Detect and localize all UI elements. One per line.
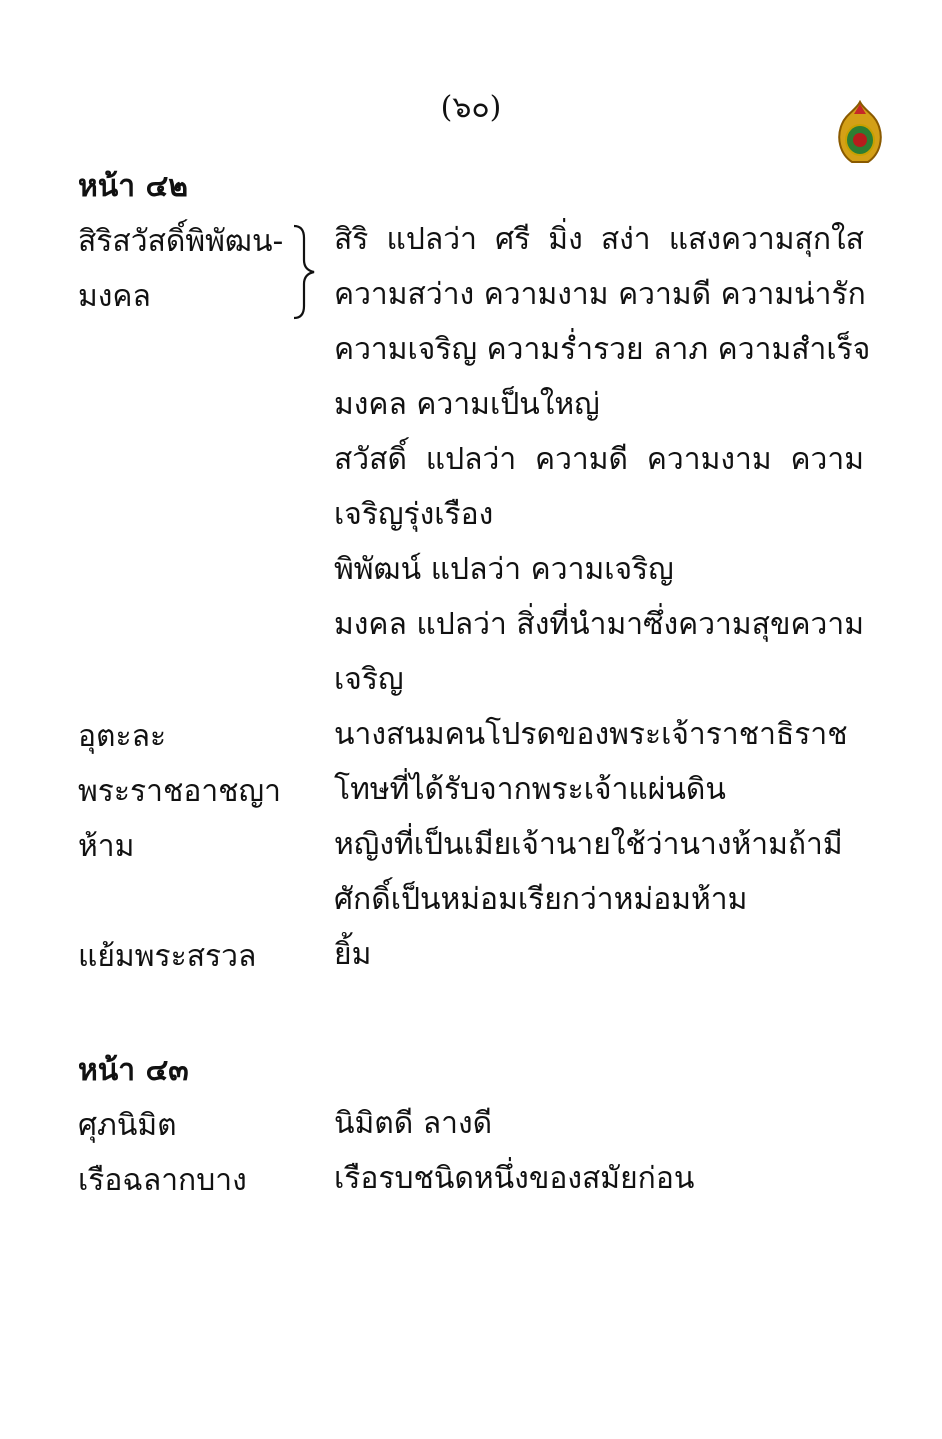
term: พระราชอาชญา [78, 774, 281, 809]
page-number: (๖๐) [440, 90, 502, 125]
term: มงคล [78, 279, 151, 314]
term: อุตะละ [78, 719, 167, 754]
term: สิริสวัสดิ์พิพัฒน- [78, 224, 284, 259]
definition-line: ศักดิ์เป็นหม่อมเรียกว่าหม่อมห้าม [334, 882, 748, 917]
definition-line: ความสว่าง ความงาม ความดี ความน่ารัก [334, 277, 866, 312]
definition-line: เรือรบชนิดหนึ่งของสมัยก่อน [334, 1161, 695, 1196]
definition-line: มงคล ความเป็นใหญ่ [334, 387, 600, 422]
section-heading: หน้า ๔๒ [78, 169, 189, 204]
definition-line: พิพัฒน์ แปลว่า ความเจริญ [334, 552, 674, 587]
section-heading: หน้า ๔๓ [78, 1053, 189, 1088]
definition-line: สิริ แปลว่า ศรี มิ่ง สง่า แสงความสุกใส [334, 222, 864, 257]
definition-line: โทษที่ได้รับจากพระเจ้าแผ่นดิน [334, 772, 726, 807]
definition-line: ความเจริญ ความร่ำรวย ลาภ ความสำเร็จ [334, 332, 871, 367]
definition-line: ยิ้ม [334, 937, 372, 972]
curly-brace-icon [290, 222, 320, 322]
definition-line: สวัสดิ์ แปลว่า ความดี ความงาม ความ [334, 442, 864, 477]
definition-line: นิมิตดี ลางดี [334, 1106, 493, 1141]
definition-line: เจริญรุ่งเรือง [334, 497, 494, 532]
definition-line: เจริญ [334, 662, 404, 697]
term: แย้มพระสรวล [78, 939, 257, 974]
definition-line: มงคล แปลว่า สิ่งที่นำมาซึ่งความสุขความ [334, 607, 865, 642]
term: ศุภนิมิต [78, 1108, 177, 1143]
term: ห้าม [78, 829, 135, 864]
definition-line: หญิงที่เป็นเมียเจ้านายใช้ว่านางห้ามถ้ามี [334, 827, 843, 862]
royal-emblem-icon [834, 100, 886, 166]
definition-line: นางสนมคนโปรดของพระเจ้าราชาธิราช [334, 717, 848, 752]
term: เรือฉลากบาง [78, 1163, 247, 1198]
